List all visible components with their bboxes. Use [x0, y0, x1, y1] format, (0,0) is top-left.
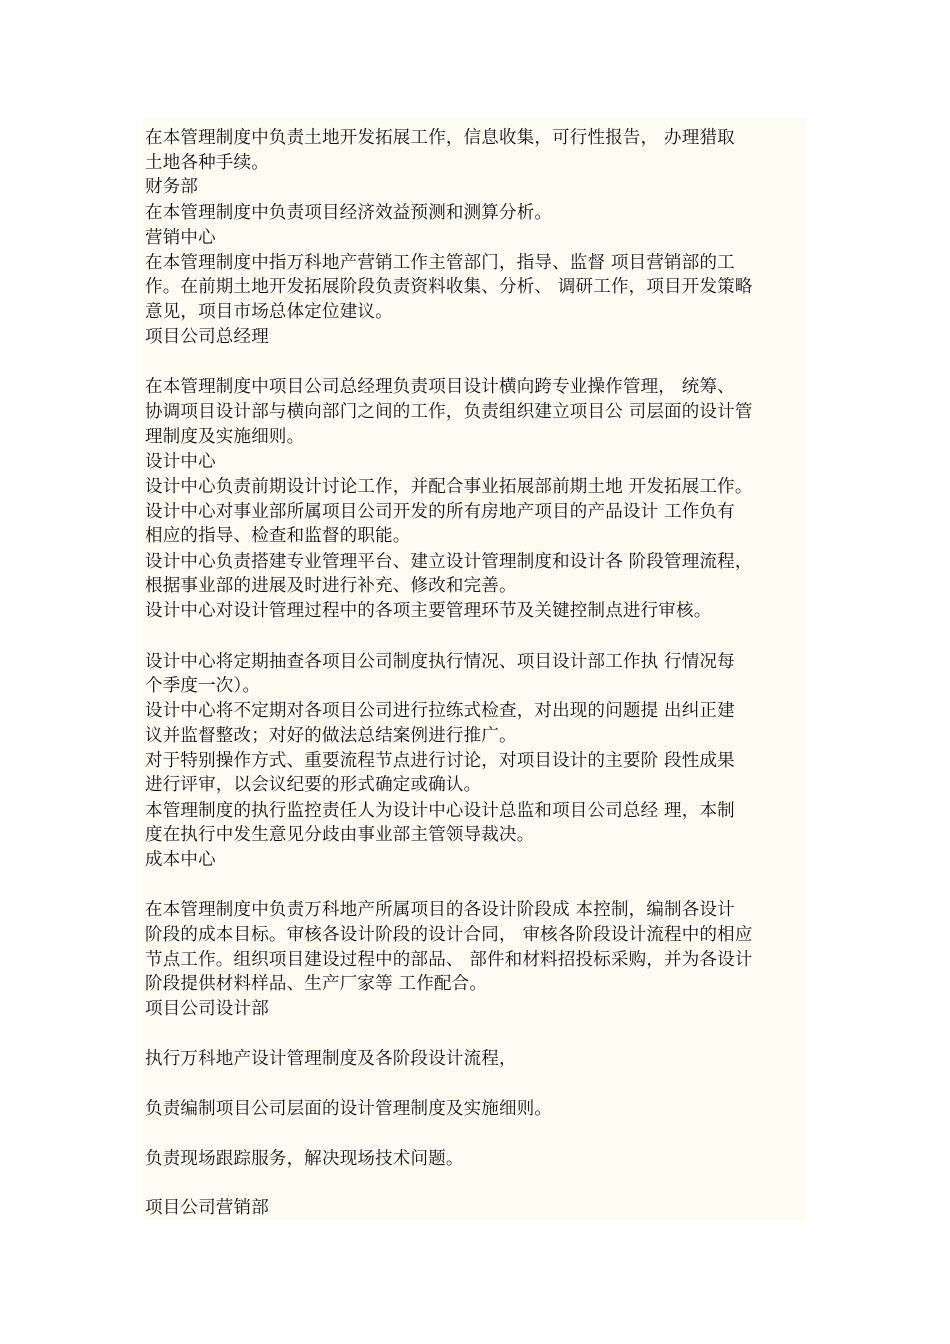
- paragraph-line: 负责编制项目公司层面的设计管理制度及实施细则。: [145, 1099, 553, 1119]
- paragraph-line: 理制度及实施细则。: [145, 427, 305, 447]
- section-heading: 设计中心: [145, 452, 216, 472]
- paragraph-line: 作。在前期土地开发拓展阶段负责资料收集、分析、 调研工作，项目开发策略: [145, 277, 753, 297]
- section-heading: 成本中心: [145, 850, 216, 870]
- paragraph-line: 在本管理制度中项目公司总经理负责项目设计横向跨专业操作管理， 统筹、: [145, 377, 735, 397]
- paragraph-line: 本管理制度的执行监控责任人为设计中心设计总监和项目公司总经 理，本制: [145, 801, 735, 821]
- paragraph-line: 设计中心将不定期对各项目公司进行拉练式检查，对出现的问题提 出纠正建: [145, 701, 735, 721]
- paragraph-line: 设计中心负责前期设计讨论工作，并配合事业拓展部前期土地 开发拓展工作。: [145, 477, 753, 497]
- paragraph-line: 阶段的成本目标。审核各设计阶段的设计合同， 审核各阶段设计流程中的相应: [145, 925, 753, 945]
- paragraph-line: 在本管理制度中指万科地产营销工作主管部门，指导、监督 项目营销部的工: [145, 253, 735, 273]
- paragraph-line: 在本管理制度中负责万科地产所属项目的各设计阶段成 本控制，编制各设计: [145, 900, 735, 920]
- paragraph-line: 度在执行中发生意见分歧由事业部主管领导裁决。: [145, 825, 535, 845]
- paragraph-line: 意见，项目市场总体定位建议。: [145, 302, 393, 322]
- paragraph-line: 阶段提供材料样品、生产厂家等 工作配合。: [145, 974, 488, 994]
- paragraph-line: 设计中心将定期抽查各项目公司制度执行情况、项目设计部工作执 行情况每: [145, 652, 735, 672]
- paragraph-line: 相应的指导、检查和监督的职能。: [145, 526, 411, 546]
- paragraph-line: 在本管理制度中负责土地开发拓展工作，信息收集，可行性报告， 办理猎取: [145, 128, 735, 148]
- paragraph-line: 在本管理制度中负责项目经济效益预测和测算分析。: [145, 203, 553, 223]
- paragraph-line: 负责现场跟踪服务，解决现场技术问题。: [145, 1149, 464, 1169]
- section-heading: 项目公司营销部: [145, 1198, 269, 1218]
- paragraph-line: 设计中心负责搭建专业管理平台、建立设计管理制度和设计各 阶段管理流程，: [145, 552, 753, 572]
- paragraph-line: 执行万科地产设计管理制度及各阶段设计流程，: [145, 1049, 517, 1069]
- paragraph-line: 设计中心对事业部所属项目公司开发的所有房地产项目的产品设计 工作负有: [145, 502, 735, 522]
- paragraph-line: 土地各种手续。: [145, 153, 269, 173]
- paragraph-line: 协调项目设计部与横向部门之间的工作，负责组织建立项目公 司层面的设计管: [145, 402, 753, 422]
- section-heading: 项目公司设计部: [145, 999, 269, 1019]
- paragraph-line: 对于特别操作方式、重要流程节点进行讨论，对项目设计的主要阶 段性成果: [145, 751, 735, 771]
- paragraph-line: 个季度一次）。: [145, 676, 261, 696]
- paragraph-line: 进行评审，以会议纪要的形式确定或确认。: [145, 775, 482, 795]
- section-heading: 财务部: [145, 177, 199, 197]
- paragraph-line: 设计中心对设计管理过程中的各项主要管理环节及关键控制点进行审核。: [145, 601, 712, 621]
- paragraph-line: 根据事业部的进展及时进行补充、修改和完善。: [145, 576, 517, 596]
- section-heading: 项目公司总经理: [145, 327, 269, 347]
- paragraph-line: 节点工作。组织项目建设过程中的部品、 部件和材料招投标采购，并为各设计: [145, 950, 753, 970]
- paragraph-line: 议并监督整改；对好的做法总结案例进行推广。: [145, 726, 517, 746]
- section-heading: 营销中心: [145, 228, 216, 248]
